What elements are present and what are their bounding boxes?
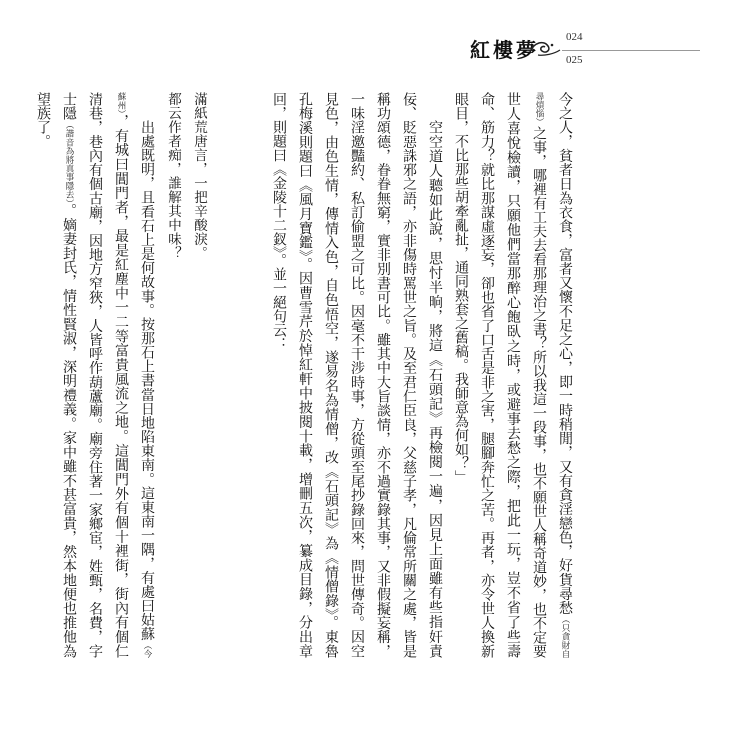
poem [160, 92, 212, 658]
paragraph-3-text-a: 出處既明，且看石上是何故事。按那石上書當日地陷東南。這東南一隅，有處曰姑蘇 [139, 120, 155, 641]
inline-annotation: （只貪財自尋煩惱） [534, 92, 570, 659]
paragraph-3 [30, 92, 160, 658]
paragraph-3-text-b: ，有城曰閶門者，最是紅塵中一二等富貴風流之地。這閶門外有個十裡街，街內有個仁清巷，巷內有個古廟，因地方窄狹，人皆呼作葫蘆廟。廟旁住著一家鄉宦，姓甄，名費，字士隱 [61, 92, 129, 659]
book-title: 紅樓夢 [470, 38, 539, 62]
page-number-left: 024 [566, 31, 583, 43]
paragraph-2-text: 空空道人聽如此說，思忖半晌，將這《石頭記》再檢閱一遍，因見上面雖有些指奸責佞、貶惡誅邪之語，亦非傷時罵世之旨。及至君仁臣良，父慈子孝，凡倫常所關之處，皆是稱功頌德，眷眷無窮，實非別書可比。雖其中大旨談情，亦不過實錄其事，又非假擬妄稱，一味淫邀豔約、私訂偷盟之可比。因毫不干涉時事，方從頭至尾抄錄回來，問世傳奇。因空見色，由色生情，傳情入色，自色悟空，遂易名為情僧，改《石頭記》為《情僧錄》。東魯孔梅溪則題曰《風月寶鑑》。因曹雪芹於悼紅軒中披閱十載，增刪五次，纂成目錄，分出章回，則題曰《金陵十二釵》。並一絕句云： [271, 92, 443, 658]
poem-line-2: 都云作者痴，誰解其中味？ [165, 92, 181, 260]
paragraph-2 [266, 92, 448, 658]
paragraph-1 [448, 92, 578, 658]
inline-annotation: （諧音為將真事隱去） [64, 120, 74, 204]
header-rule [562, 50, 700, 51]
cloud-ornament-icon [528, 36, 562, 58]
page-number-right: 025 [566, 54, 583, 66]
paragraph-3-text-c: 。嫡妻封氏，情性賢淑，深明禮義。家中雖不甚富貴，然本地便也推他為望族了。 [35, 92, 77, 659]
paragraph-1-text-b: 之事，哪裡有工夫去看那理治之書？所以我這一段事，也不願世人稱奇道妙，也不定要世人喜悅檢讀，只願他們當那醉心飽臥之時，或避事去愁之際，把此一玩，豈不省了些壽命、筋力？就比那謀虛逐妄，卻也省了口舌是非之害，腿腳奔忙之苦。再者，亦令世人換新眼目，不比那些胡牽亂扯，通同熟套之舊稿。我師意為何如？」 [453, 92, 547, 658]
poem-line-1: 滿紙荒唐言，一把辛酸淚。 [191, 92, 207, 260]
paragraph-1-text-a: 今之人，貧者日為衣食，富者又懷不足之心，即一時稍閒，又有貪淫戀色，好貨尋愁 [557, 92, 573, 615]
running-header [470, 30, 700, 70]
vertical-text-block [35, 92, 578, 659]
inline-annotation: （今蘇州） [116, 92, 152, 659]
